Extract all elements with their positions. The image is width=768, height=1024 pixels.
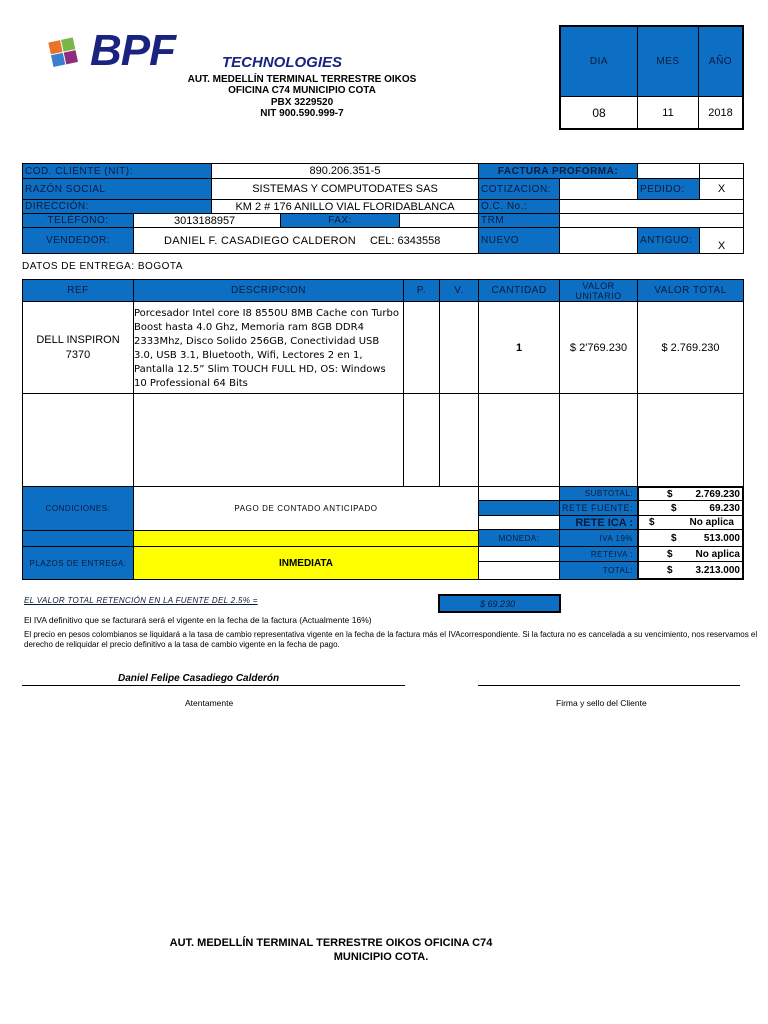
table-row-empty-p	[403, 393, 440, 487]
iva-value: $ 513.000	[637, 529, 744, 547]
table-row-total: $ 2.769.230	[637, 301, 744, 394]
plazos-value: INMEDIATA	[133, 546, 479, 580]
mid-blank-1	[478, 486, 560, 501]
reteiva-value: $ No aplica	[637, 546, 744, 562]
factura-proforma-value	[637, 163, 700, 179]
retefuente-value: $ 69.230	[637, 500, 744, 516]
factura-proforma-label: FACTURA PROFORMA:	[478, 163, 638, 179]
reteica-label: RETE ICA :	[559, 515, 638, 530]
col-header-v: V.	[439, 279, 479, 302]
logo-mark-icon	[42, 34, 82, 74]
cotizacion-value	[559, 178, 638, 200]
col-header-ref: REF	[22, 279, 134, 302]
mid-blank-2	[478, 515, 560, 530]
pedido-mark: X	[699, 178, 744, 200]
iva-label: IVA 19%	[559, 529, 638, 547]
col-header-p: P.	[403, 279, 440, 302]
table-row-empty-v	[439, 393, 479, 487]
table-row-cantidad: 1	[478, 301, 560, 394]
fax-label: FAX:	[280, 213, 400, 228]
atentamente: Atentamente	[185, 698, 234, 708]
company-address-2: OFICINA C74 MUNICIPIO COTA	[228, 85, 376, 96]
table-row-p	[403, 301, 440, 394]
razon-social-label: RAZÓN SOCIAL	[22, 178, 212, 200]
table-row-empty-desc	[133, 393, 404, 487]
company-logo	[42, 26, 372, 75]
blank-blue-cell	[22, 530, 134, 547]
total-value: $ 3.213.000	[637, 561, 744, 580]
cotizacion-label: COTIZACION:	[478, 178, 560, 200]
telefono-label: TELÉFONO:	[22, 213, 134, 228]
table-row-empty-unit	[559, 393, 638, 487]
footer-address-line2: MUNICIPIO COTA.	[333, 951, 429, 963]
cod-cliente-label: COD. CLIENTE (NIT):	[22, 163, 212, 179]
signature-name: Daniel Felipe Casadiego Calderón	[118, 673, 280, 684]
direccion-label: DIRECCIÓN:	[22, 199, 212, 214]
mid-blank-blue-1	[478, 500, 560, 516]
firma-cliente: Firma y sello del Cliente	[556, 698, 647, 708]
oc-label: O.C. No.:	[478, 199, 560, 214]
subtotal-label: SUBTOTAL:	[559, 486, 638, 501]
table-row-desc: Porcesador Intel core I8 8550U 8MB Cache con Turbo Boost hasta 4.0 Ghz, Memoria ram 8GB DDR4 2333Mhz, Disco Solido 256GB, Conectividad USB 3.0, USB 3.1, Bluetooth, Wifi, Lectores 2 en 1, Pantalla 12.5” Slim TOUCH FULL HD, OS: Windows 10 Professional 64 Bits	[133, 301, 404, 394]
col-header-cantidad: CANTIDAD	[478, 279, 560, 302]
retencion-label: EL VALOR TOTAL RETENCIÓN EN LA FUENTE DEL 2.5% =	[24, 596, 258, 605]
ano-header: AÑO	[698, 25, 744, 97]
retencion-value: $ 69.230	[438, 594, 561, 613]
mid-blank-4	[478, 561, 560, 580]
razon-social-value: SISTEMAS Y COMPUTODATES SAS	[211, 178, 479, 200]
total-label: TOTAL:	[559, 561, 638, 580]
trm-label: TRM	[478, 213, 560, 228]
company-pbx: PBX 3229520	[270, 97, 334, 108]
reteica-value: $ No aplica	[637, 515, 744, 530]
antiguo-label: ANTIGUO:	[637, 227, 700, 254]
signature-line-right	[478, 685, 740, 686]
note-iva: El IVA definitivo que se facturará será el vigente en la fecha de la factura (Actualmente 16%)	[24, 615, 372, 625]
datos-entrega: DATOS DE ENTREGA: BOGOTA	[22, 261, 183, 272]
fax-value	[399, 213, 479, 228]
logo-subtext: TECHNOLOGIES	[222, 54, 343, 71]
dia-header: DIA	[559, 25, 638, 97]
plazos-label: PLAZOS DE ENTREGA:	[22, 546, 134, 580]
retefuente-label: RETE FUENTE:	[559, 500, 638, 516]
cod-cliente-value: 890.206.351-5	[211, 163, 479, 179]
note-precio: El precio en pesos colombianos se liquidará a la tasa de cambio representativa vigente en la fecha de la factura más el IVAcorrespondiente. Si la factura no es cancelada a su vencimiento, nos reservamos el derecho de reliquidar el precio definitivo a la tasa de cambio vigente en la fecha de pago.	[24, 630, 758, 649]
mes-value: 11	[637, 96, 699, 130]
table-row-unitario: $ 2'769.230	[559, 301, 638, 394]
col-header-total: VALOR TOTAL	[637, 279, 744, 302]
trm-value	[559, 213, 744, 228]
pedido-label: PEDIDO:	[637, 178, 700, 200]
signature-line-left	[22, 685, 405, 686]
logo-text: BPF	[90, 26, 175, 75]
dia-value: 08	[559, 96, 638, 130]
company-address-1: AUT. MEDELLÍN TERMINAL TERRESTRE OIKOS	[187, 74, 417, 85]
mid-blank-3	[478, 546, 560, 562]
footer-address-line1: AUT. MEDELLÍN TERMINAL TERRESTRE OIKOS OFICINA C74	[169, 937, 493, 949]
table-row-empty-cant	[478, 393, 560, 487]
direccion-value: KM 2 # 176 ANILLO VIAL FLORIDABLANCA	[211, 199, 479, 214]
condiciones-label: CONDICIONES:	[22, 486, 134, 531]
reteiva-label: RETEIVA :	[559, 546, 638, 562]
telefono-value: 3013188957	[133, 213, 281, 228]
col-header-desc: DESCRIPCION	[133, 279, 404, 302]
oc-value	[559, 199, 744, 214]
vendedor-label: VENDEDOR:	[22, 227, 134, 254]
company-nit: NIT 900.590.999-7	[260, 108, 344, 119]
moneda-label: MONEDA:	[478, 529, 560, 547]
col-header-unitario: VALOR UNITARIO	[559, 279, 638, 302]
ano-value: 2018	[698, 96, 744, 130]
table-row-v	[439, 301, 479, 394]
condiciones-value: PAGO DE CONTADO ANTICIPADO	[133, 486, 479, 531]
table-row-empty-total	[637, 393, 744, 487]
antiguo-mark: X	[699, 227, 744, 254]
vendedor-value: DANIEL F. CASADIEGO CALDERON CEL: 6343558	[133, 227, 479, 254]
mes-header: MES	[637, 25, 699, 97]
subtotal-value: $ 2.769.230	[637, 486, 744, 501]
table-row-ref: DELL INSPIRON 7370	[22, 301, 134, 394]
nuevo-value	[559, 227, 638, 254]
nuevo-label: NUEVO	[478, 227, 560, 254]
table-row-empty-ref	[22, 393, 134, 487]
factura-extra-cell	[699, 163, 744, 179]
yellow-bar	[133, 530, 479, 547]
